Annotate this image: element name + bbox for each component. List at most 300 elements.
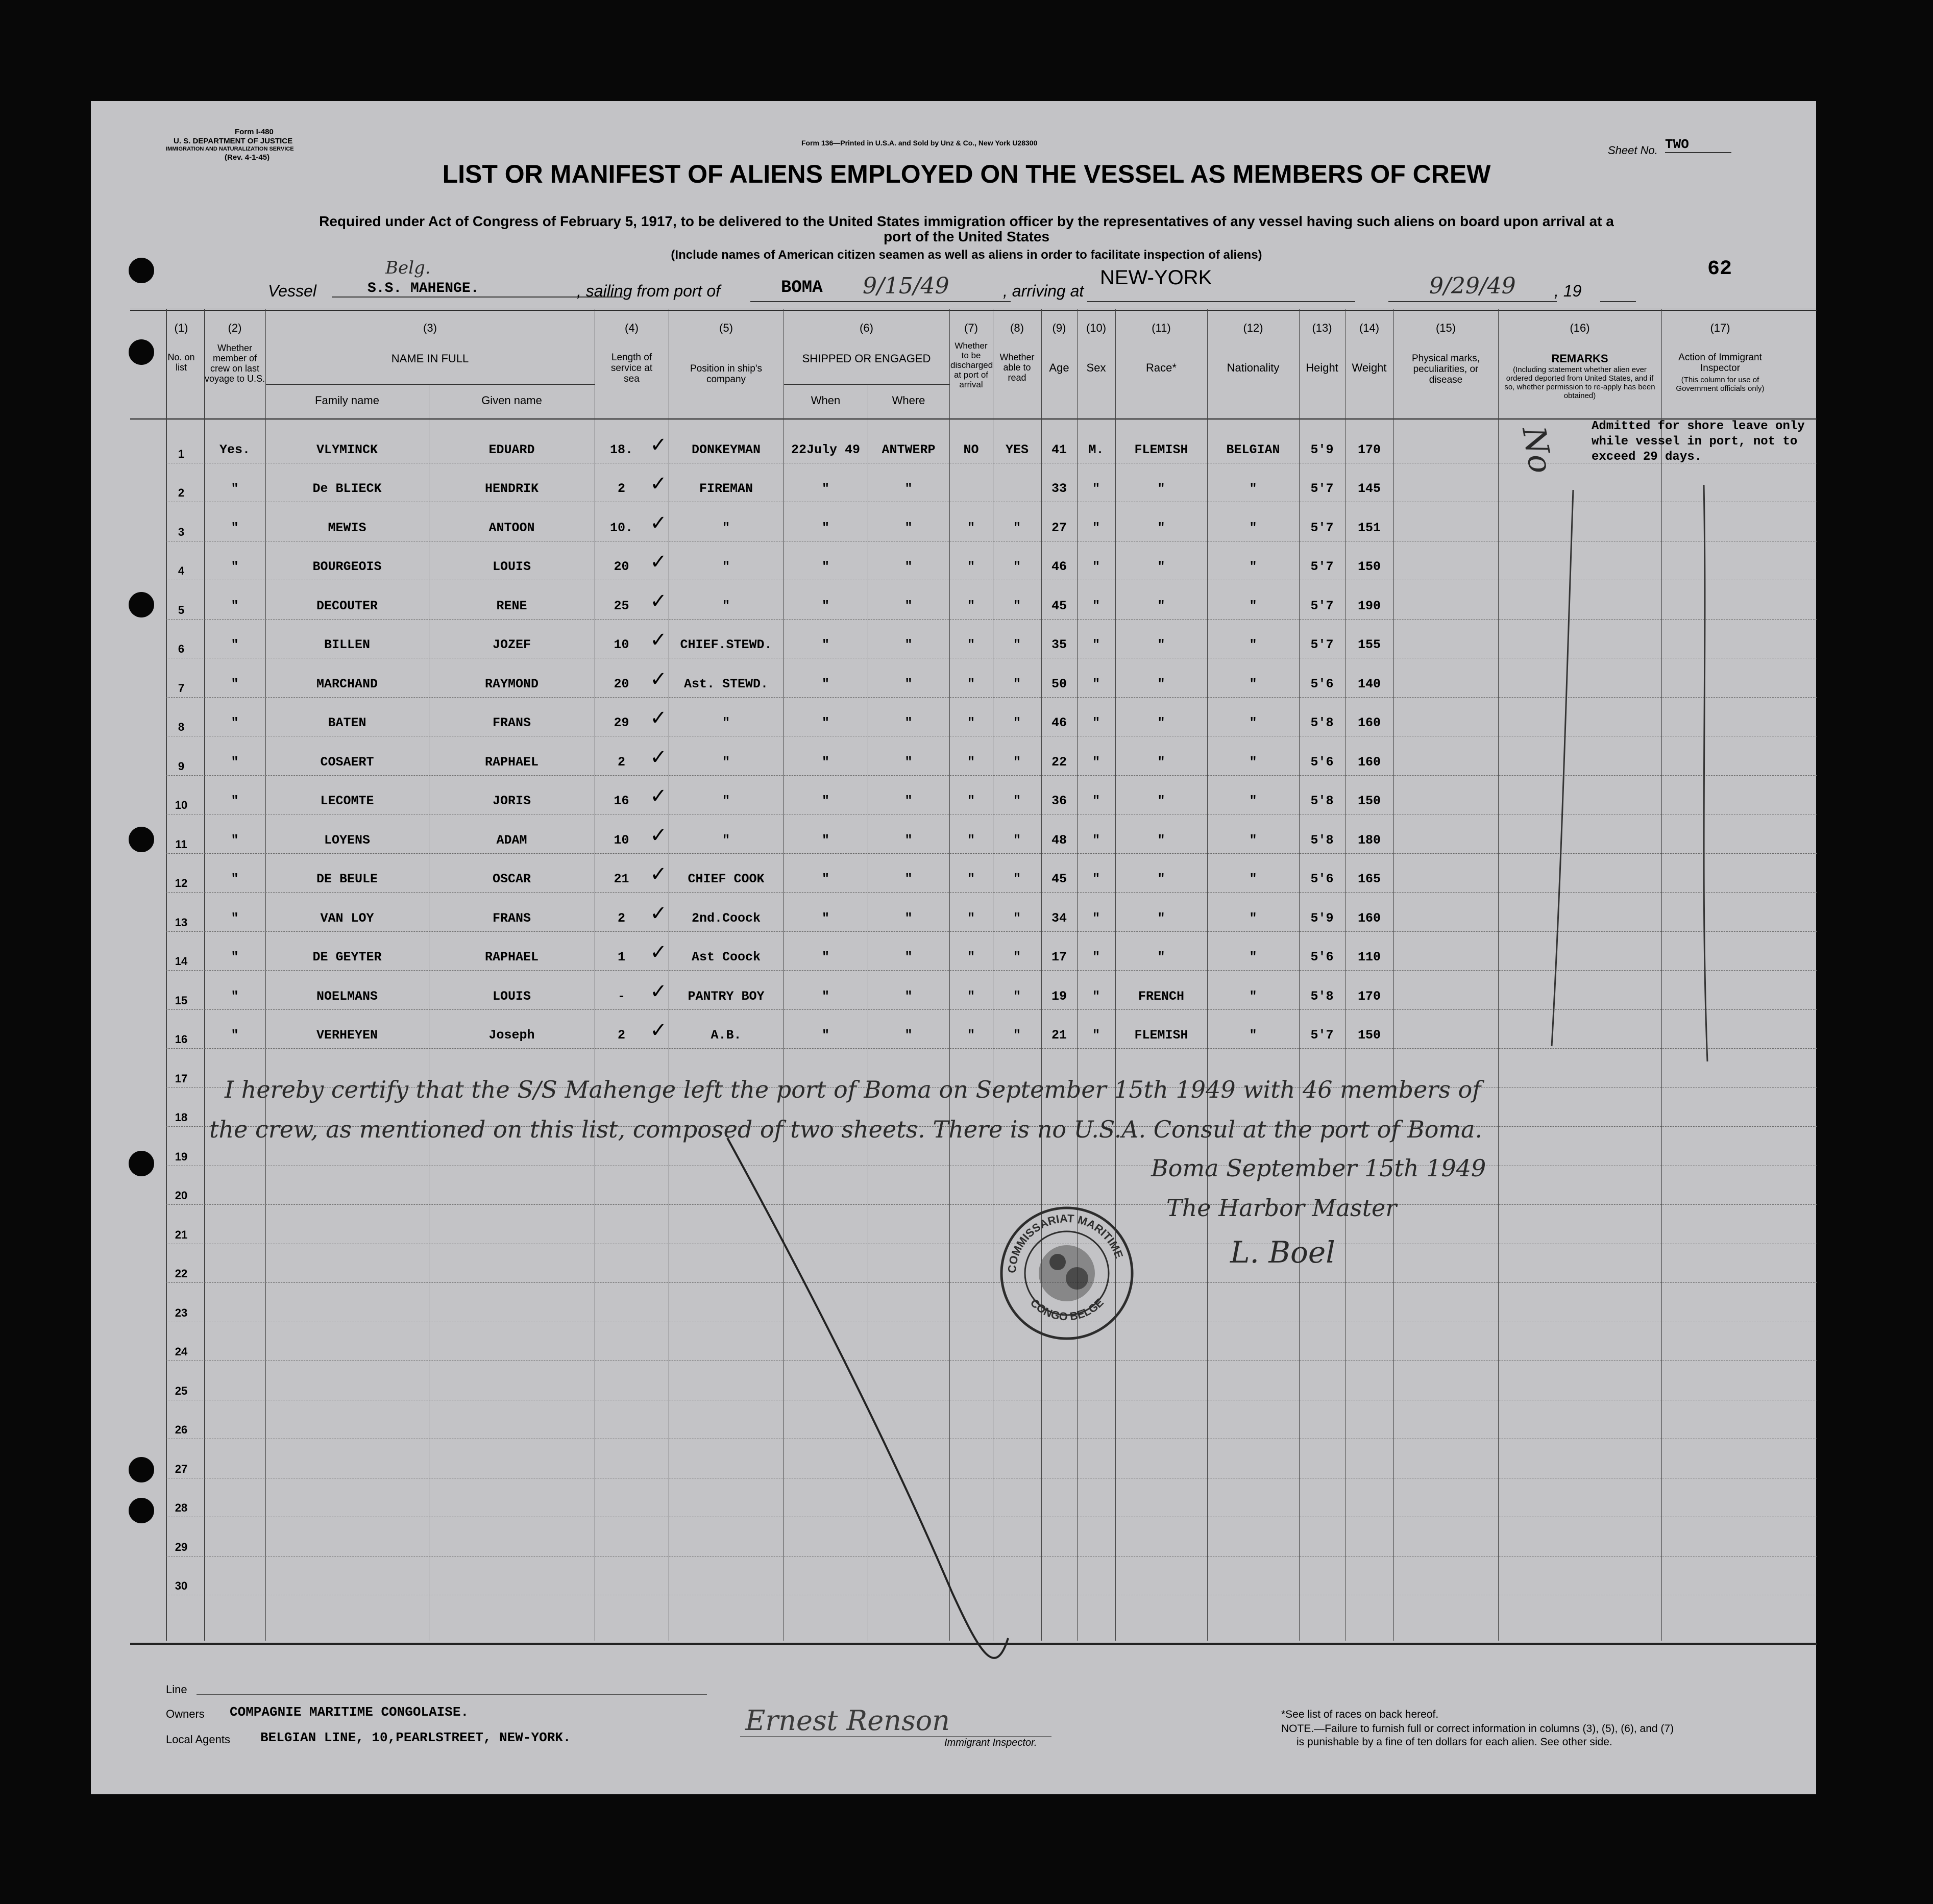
col-sub-family: Family name (315, 394, 379, 407)
cell-nat: " (1249, 598, 1257, 613)
check-mark-icon: ✓ (650, 550, 667, 574)
cell-race: " (1157, 910, 1165, 926)
cell-race: " (1157, 832, 1165, 848)
cell-sex: " (1092, 872, 1100, 886)
cell-where: " (904, 715, 913, 730)
cell-height: 5'9 (1310, 910, 1334, 926)
remarks-shore-leave-3: exceed 29 days. (1592, 450, 1702, 464)
cell-sex: " (1092, 950, 1100, 965)
col-num-3: (3) (423, 322, 437, 334)
cell-weight: 170 (1357, 988, 1381, 1004)
cell-position: " (722, 832, 730, 848)
cell-position: " (722, 794, 730, 808)
cell-family: VLYMINCK (316, 442, 378, 457)
cell-family: MEWIS (328, 520, 366, 535)
cell-where: " (904, 676, 913, 691)
check-mark-icon: ✓ (650, 472, 667, 496)
cell-sex: " (1092, 637, 1100, 652)
line-number: 12 (175, 877, 188, 889)
cell-weight: 110 (1357, 950, 1381, 965)
agents-label: Local Agents (166, 1733, 230, 1746)
form-instruction: (Include names of American citizen seamen as well as aliens in order to facilitate inspection of aliens) (671, 248, 1262, 262)
cell-family: MARCHAND (316, 676, 378, 691)
cell-position: " (722, 598, 730, 613)
cell-prev: " (231, 598, 239, 613)
cell-when: " (821, 754, 829, 770)
cell-given: RAYMOND (484, 676, 539, 691)
cell-where: " (904, 520, 913, 535)
cell-when: " (821, 950, 829, 965)
check-mark-icon: ✓ (650, 823, 667, 847)
cell-position: Ast Coock (691, 950, 761, 965)
cell-disch: " (967, 676, 975, 691)
cell-when: " (821, 676, 829, 691)
cell-position: " (722, 520, 730, 535)
cell-read: " (1013, 832, 1021, 848)
races-note: *See list of races on back hereof. (1281, 1709, 1439, 1720)
form-subtitle: Required under Act of Congress of February 5, 1917, to be delivered to the United States immigration officer by the representatives of any vessel having such aliens on board upon arrival at a (319, 213, 1614, 229)
cell-sex: " (1092, 754, 1100, 770)
line-number: 21 (175, 1228, 188, 1241)
cell-weight: 160 (1357, 754, 1381, 770)
col-num-17: (17) (1710, 322, 1730, 334)
cell-service: 10. (609, 520, 633, 535)
cell-given: OSCAR (492, 872, 531, 886)
cell-service: 18. (609, 442, 633, 457)
cell-height: 5'7 (1310, 520, 1334, 535)
cell-height: 5'8 (1310, 794, 1334, 808)
seal-top-text: COMMISSARIAT MARITIME (1005, 1211, 1126, 1274)
cell-given: JOZEF (492, 637, 531, 652)
line-number: 20 (175, 1189, 188, 1202)
line-number: 24 (175, 1345, 188, 1358)
cell-race: " (1157, 481, 1165, 496)
cell-height: 5'6 (1310, 676, 1334, 691)
cell-weight: 150 (1357, 559, 1381, 574)
col-sub-when: When (811, 394, 841, 407)
col-num-8: (8) (1010, 322, 1024, 334)
cell-weight: 155 (1357, 637, 1381, 652)
department: U. S. DEPARTMENT OF JUSTICE (174, 137, 293, 145)
cell-prev: " (231, 754, 239, 770)
sailing-label: , sailing from port of (577, 282, 720, 300)
sheet-label: Sheet No. (1608, 144, 1658, 157)
cell-sex: " (1092, 520, 1100, 535)
line-number: 19 (175, 1150, 188, 1163)
cell-when: " (821, 832, 829, 848)
cell-sex: " (1092, 832, 1100, 848)
cell-prev: " (231, 676, 239, 691)
cell-sex: " (1092, 794, 1100, 808)
check-mark-icon: ✓ (650, 706, 667, 730)
cell-age: 27 (1051, 520, 1067, 535)
cell-age: 46 (1051, 559, 1067, 574)
cell-height: 5'7 (1310, 637, 1334, 652)
cell-sex: " (1092, 559, 1100, 574)
official-seal (995, 1202, 1138, 1345)
cell-nat: " (1249, 872, 1257, 886)
cell-service: 2 (617, 1028, 625, 1043)
cell-where: " (904, 559, 913, 574)
col-sub-given: Given name (481, 394, 542, 407)
cell-given: LOUIS (492, 559, 531, 574)
line-number: 5 (178, 603, 185, 616)
cell-age: 35 (1051, 637, 1067, 652)
sheet-number: TWO (1665, 137, 1731, 153)
cell-service: 21 (614, 872, 629, 886)
cell-disch: " (967, 910, 975, 926)
cell-family: DE GEYTER (312, 950, 382, 965)
cell-age: 21 (1051, 1028, 1067, 1043)
col-label-12: Nationality (1227, 361, 1280, 374)
cell-disch: " (967, 872, 975, 886)
cell-position: FIREMAN (699, 481, 753, 496)
inspector-underline (740, 1736, 1051, 1737)
cell-nat: " (1249, 794, 1257, 808)
check-mark-icon: ✓ (650, 784, 667, 808)
form-title: LIST OR MANIFEST OF ALIENS EMPLOYED ON THE VESSEL AS MEMBERS OF CREW (442, 160, 1491, 188)
arrival-port: NEW-YORK (1100, 266, 1212, 289)
cell-disch: " (967, 598, 975, 613)
cell-disch: " (967, 950, 975, 965)
cell-position: " (722, 715, 730, 730)
cell-weight: 140 (1357, 676, 1381, 691)
sailing-date: 9/15/49 (863, 273, 949, 299)
cell-given: FRANS (492, 910, 531, 926)
cell-when: " (821, 637, 829, 652)
line-number: 11 (175, 837, 187, 851)
cell-weight: 170 (1357, 442, 1381, 457)
cell-race: FLEMISH (1134, 442, 1188, 457)
cell-prev: " (231, 988, 239, 1004)
cell-read: " (1013, 520, 1021, 535)
check-mark-icon: ✓ (650, 511, 667, 535)
cell-where: " (904, 988, 913, 1004)
cell-disch: " (967, 794, 975, 808)
certification-line-1: I hereby certify that the S/S Mahenge left the port of Boma on September 15th 1949 with 46 members of (225, 1076, 1481, 1103)
cell-prev: Yes. (219, 442, 250, 457)
inspector-mark: No (1515, 424, 1560, 476)
line-number: 26 (175, 1423, 188, 1436)
line-number: 22 (175, 1267, 188, 1280)
cell-prev: " (231, 481, 239, 496)
cell-disch: " (967, 559, 975, 574)
cell-service: 20 (614, 559, 629, 574)
check-mark-icon: ✓ (650, 862, 667, 886)
col-num-10: (10) (1086, 322, 1107, 334)
cell-service: 2 (617, 910, 625, 926)
col-label-15: Physical marks, peculiarities, or disease (1411, 353, 1480, 385)
cell-family: DECOUTER (316, 598, 378, 613)
cell-sex: " (1092, 598, 1100, 613)
arrival-date: 9/29/49 (1429, 273, 1516, 299)
cell-nat: " (1249, 1028, 1257, 1043)
line-number: 2 (178, 486, 185, 499)
cell-position: A.B. (711, 1028, 742, 1043)
cell-prev: " (231, 872, 239, 886)
cell-sex: " (1092, 715, 1100, 730)
col-num-5: (5) (719, 322, 733, 334)
cell-given: RAPHAEL (484, 754, 539, 770)
cell-position: " (722, 559, 730, 574)
cell-service: 25 (614, 598, 629, 613)
cell-read: " (1013, 910, 1021, 926)
cell-weight: 190 (1357, 598, 1381, 613)
remarks-shore-leave-1: Admitted for shore leave only (1592, 419, 1805, 433)
cell-family: VAN LOY (320, 910, 374, 926)
cell-height: 5'6 (1310, 872, 1334, 886)
cell-read: " (1013, 754, 1021, 770)
col-num-15: (15) (1435, 322, 1456, 334)
cell-given: FRANS (492, 715, 531, 730)
cell-when: 22July 49 (791, 442, 861, 457)
certification-role: The Harbor Master (1166, 1194, 1397, 1222)
line-label: Line (166, 1683, 187, 1696)
cell-read: " (1013, 559, 1021, 574)
cell-family: DE BEULE (316, 872, 378, 886)
cell-service: 16 (614, 794, 629, 808)
col-label-6: SHIPPED OR ENGAGED (802, 352, 931, 365)
cell-race: " (1157, 598, 1165, 613)
col-num-7: (7) (964, 322, 978, 334)
cell-age: 34 (1051, 910, 1067, 926)
cell-height: 5'7 (1310, 1028, 1334, 1043)
cell-weight: 150 (1357, 794, 1381, 808)
year-label: , 19 (1554, 282, 1582, 300)
cell-race: " (1157, 559, 1165, 574)
cell-prev: " (231, 1028, 239, 1043)
cell-read: " (1013, 794, 1021, 808)
col-num-9: (9) (1052, 322, 1066, 334)
cell-race: " (1157, 950, 1165, 965)
cell-family: LECOMTE (320, 794, 374, 808)
cell-given: LOUIS (492, 988, 531, 1004)
cell-height: 5'6 (1310, 950, 1334, 965)
cell-disch: " (967, 715, 975, 730)
col-num-12: (12) (1243, 322, 1263, 334)
col-num-16: (16) (1570, 322, 1590, 334)
cell-age: 19 (1051, 988, 1067, 1004)
col-num-6: (6) (860, 322, 873, 334)
cell-weight: 180 (1357, 832, 1381, 848)
harbor-master-signature: L. Boel (1230, 1235, 1335, 1270)
cell-weight: 160 (1357, 910, 1381, 926)
cell-family: BILLEN (324, 637, 370, 652)
cell-prev: " (231, 520, 239, 535)
cell-age: 46 (1051, 715, 1067, 730)
cell-prev: " (231, 794, 239, 808)
certification-place-date: Boma September 15th 1949 (1151, 1154, 1486, 1182)
line-number: 18 (175, 1111, 188, 1124)
cell-given: EDUARD (488, 442, 535, 457)
cell-where: " (904, 872, 913, 886)
cell-when: " (821, 559, 829, 574)
cell-disch: " (967, 1028, 975, 1043)
cell-weight: 151 (1357, 520, 1381, 535)
cell-family: VERHEYEN (316, 1028, 378, 1043)
cell-when: " (821, 715, 829, 730)
col-detail-17: (This column for use of Government officials only) (1676, 376, 1765, 393)
col-label-10: Sex (1086, 361, 1106, 374)
cell-when: " (821, 520, 829, 535)
cell-read: " (1013, 676, 1021, 691)
cell-nat: " (1249, 481, 1257, 496)
cell-height: 5'8 (1310, 988, 1334, 1004)
sailing-port: BOMA (781, 278, 823, 298)
cell-nat: " (1249, 910, 1257, 926)
col-label-4: Length of service at sea (610, 352, 653, 384)
check-mark-icon: ✓ (650, 901, 667, 925)
cell-read: " (1013, 872, 1021, 886)
cell-nat: " (1249, 950, 1257, 965)
stamp-number: 62 (1707, 258, 1732, 281)
cell-service: 10 (614, 832, 629, 848)
cell-where: " (904, 1028, 913, 1043)
col-label-8: Whether able to read (999, 352, 1035, 383)
cell-where: " (904, 637, 913, 652)
cell-age: 45 (1051, 872, 1067, 886)
line-number: 9 (178, 759, 185, 773)
arriving-label: , arriving at (1003, 282, 1084, 300)
cell-nat: BELGIAN (1226, 442, 1280, 457)
col-num-1: (1) (174, 322, 188, 334)
cell-when: " (821, 872, 829, 886)
cell-nat: " (1249, 988, 1257, 1004)
cell-family: BATEN (328, 715, 366, 730)
cell-family: NOELMANS (316, 988, 378, 1004)
col-num-13: (13) (1312, 322, 1332, 334)
cell-service: 1 (617, 950, 625, 965)
cell-where: " (904, 481, 913, 496)
col-label-3: NAME IN FULL (391, 352, 469, 365)
cell-race: " (1157, 520, 1165, 535)
col-num-11: (11) (1152, 322, 1171, 334)
col-label-13: Height (1306, 361, 1338, 374)
cell-where: " (904, 754, 913, 770)
cell-disch: " (967, 754, 975, 770)
vessel-name: S.S. MAHENGE. (332, 281, 623, 298)
cell-sex: " (1092, 481, 1100, 496)
printer-line: Form 136—Printed in U.S.A. and Sold by Unz & Co., New York U28300 (801, 139, 1038, 147)
cell-age: 41 (1051, 442, 1067, 457)
check-mark-icon: ✓ (650, 589, 667, 613)
cell-disch: " (967, 637, 975, 652)
cell-read: " (1013, 715, 1021, 730)
col-label-14: Weight (1352, 361, 1387, 374)
cell-height: 5'9 (1310, 442, 1334, 457)
check-mark-icon: ✓ (650, 433, 667, 457)
cell-weight: 165 (1357, 872, 1381, 886)
col-label-7: Whether to be discharged at port of arrival (950, 341, 993, 389)
cell-when: " (821, 988, 829, 1004)
col-sub-where: Where (892, 394, 925, 407)
inspector-label: Immigrant Inspector. (944, 1737, 1037, 1748)
cell-age: 36 (1051, 794, 1067, 808)
cell-race: FLEMISH (1134, 1028, 1188, 1043)
line-number: 28 (175, 1501, 188, 1514)
line-number: 30 (175, 1579, 188, 1592)
cell-position: CHIEF COOK (688, 872, 765, 886)
owners-value: COMPAGNIE MARITIME CONGOLAISE. (230, 1704, 469, 1720)
check-mark-icon: ✓ (650, 1019, 667, 1042)
cell-family: COSAERT (320, 754, 374, 770)
cell-height: 5'7 (1310, 481, 1334, 496)
line-number: 6 (178, 642, 185, 655)
cell-height: 5'8 (1310, 715, 1334, 730)
col-label-17: Action of Immigrant Inspector (1678, 352, 1762, 374)
vessel-label: Vessel (268, 282, 316, 300)
col-label-2: Whether member of crew on last voyage to U.S. (204, 343, 265, 384)
line-number: 13 (175, 916, 188, 929)
remarks-ditto-line (1552, 490, 1573, 1046)
check-mark-icon: ✓ (650, 667, 667, 691)
line-number: 3 (178, 525, 185, 538)
cell-service: 10 (614, 637, 629, 652)
cell-when: " (821, 1028, 829, 1043)
col-num-2: (2) (228, 322, 242, 334)
cell-service: 2 (617, 481, 625, 496)
check-mark-icon: ✓ (650, 628, 667, 652)
footer-note-2: is punishable by a fine of ten dollars for each alien. See other side. (1296, 1736, 1612, 1748)
line-number: 25 (175, 1384, 188, 1397)
cell-race: " (1157, 715, 1165, 730)
cell-when: " (821, 794, 829, 808)
col-num-4: (4) (625, 322, 639, 334)
form-subtitle-2: port of the United States (883, 229, 1050, 244)
cell-height: 5'6 (1310, 754, 1334, 770)
cell-where: ANTWERP (882, 442, 936, 457)
cell-race: " (1157, 794, 1165, 808)
form-id: Form I-480 (235, 128, 274, 136)
cell-age: 45 (1051, 598, 1067, 613)
cell-weight: 145 (1357, 481, 1381, 496)
cell-age: 17 (1051, 950, 1067, 965)
cell-sex: " (1092, 988, 1100, 1004)
owners-label: Owners (166, 1708, 205, 1720)
cell-given: ADAM (496, 832, 527, 848)
cell-prev: " (231, 950, 239, 965)
cell-given: JORIS (492, 794, 531, 808)
cancel-line (727, 1138, 1008, 1658)
cell-position: " (722, 754, 730, 770)
col-label-16: REMARKS (1551, 352, 1608, 365)
cell-prev: " (231, 715, 239, 730)
cell-read: YES (1005, 442, 1029, 457)
footer-note-1: NOTE.—Failure to furnish full or correct information in columns (3), (5), (6), and (7) (1281, 1723, 1674, 1735)
cell-position: DONKEYMAN (691, 442, 761, 457)
agents-value: BELGIAN LINE, 10,PEARLSTREET, NEW-YORK. (260, 1730, 571, 1745)
cell-disch: NO (963, 442, 979, 457)
col-label-9: Age (1049, 361, 1069, 374)
col-num-14: (14) (1359, 322, 1380, 334)
cell-read: " (1013, 637, 1021, 652)
cell-when: " (821, 481, 829, 496)
line-underline (197, 1694, 707, 1695)
cell-when: " (821, 910, 829, 926)
cell-weight: 150 (1357, 1028, 1381, 1043)
cell-height: 5'7 (1310, 598, 1334, 613)
col-detail-16: (Including statement whether alien ever ordered deported from United States, and if so, whether permission to re-apply has been obtained) (1504, 365, 1655, 400)
cell-family: De BLIECK (312, 481, 382, 496)
cell-age: 22 (1051, 754, 1067, 770)
cell-race: " (1157, 637, 1165, 652)
cell-service: - (617, 988, 625, 1004)
cell-given: RENE (496, 598, 527, 613)
cell-given: ANTOON (488, 520, 535, 535)
vessel-note: Belg. (385, 258, 431, 278)
cell-sex: " (1092, 910, 1100, 926)
cell-family: BOURGEOIS (312, 559, 382, 574)
